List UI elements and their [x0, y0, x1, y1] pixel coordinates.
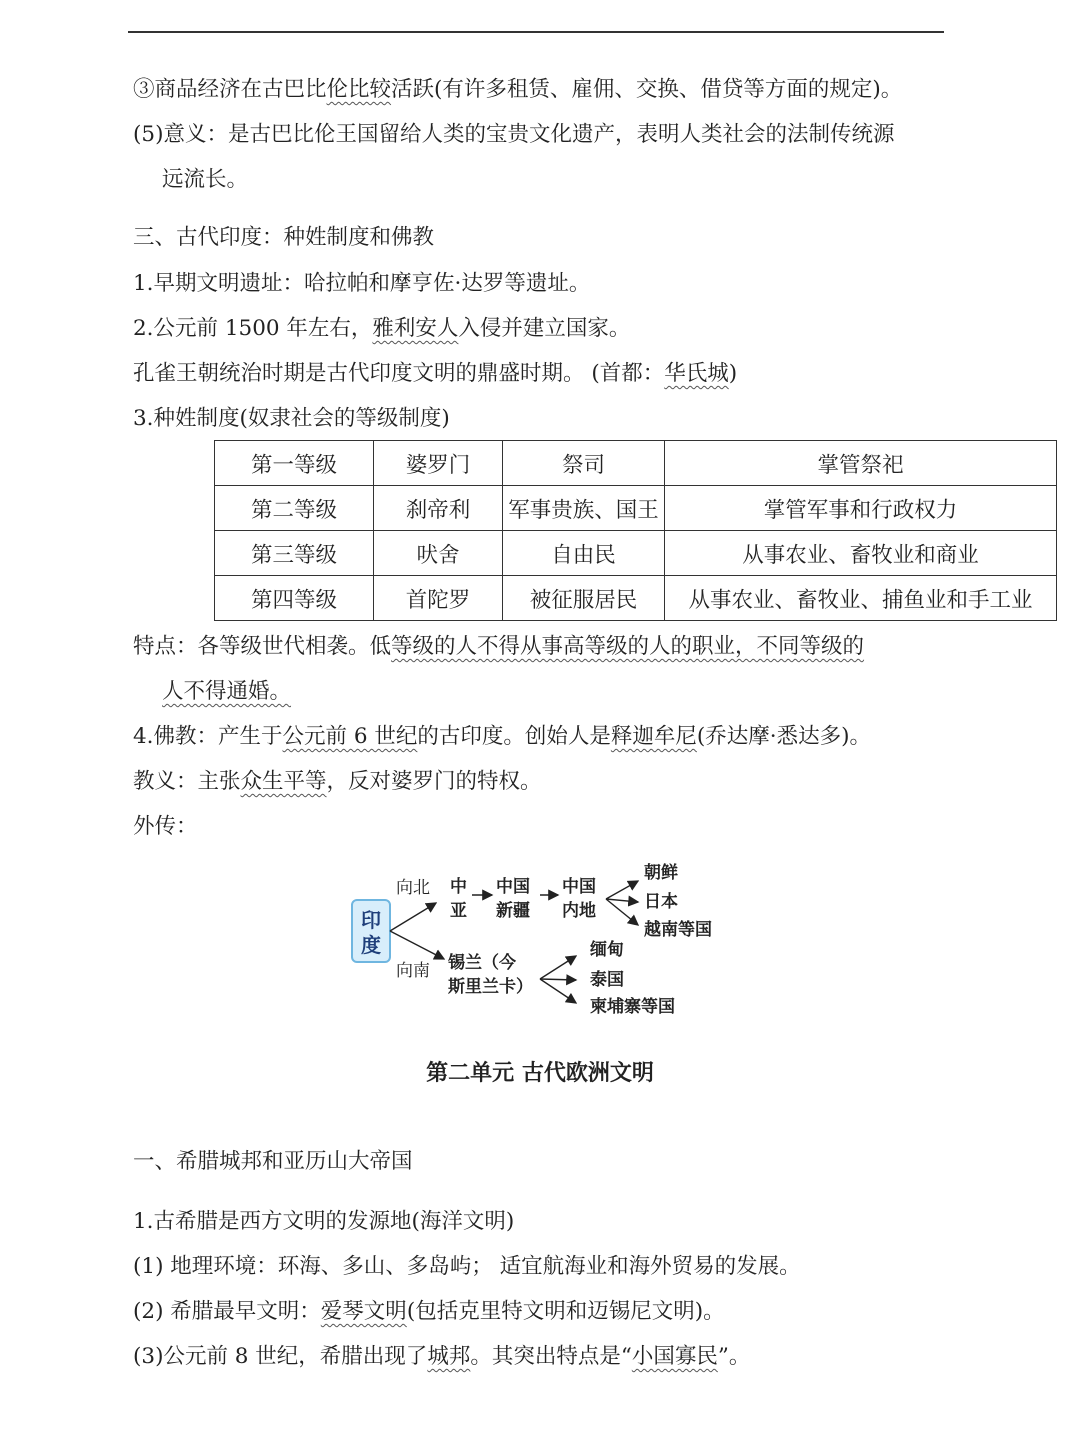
spread-label: 外传： [133, 814, 198, 839]
buddhism-spread-diagram [340, 855, 740, 1030]
table-row [215, 576, 1057, 621]
top-rule [128, 31, 944, 33]
table-cell: 被征服居民 [503, 576, 665, 621]
table-cell: 第四等级 [215, 576, 374, 621]
caste-table [214, 440, 1057, 621]
dest-korea: 朝鲜 [644, 863, 678, 883]
south-label: 向南 [396, 961, 430, 981]
table-cell: 刹帝利 [374, 486, 503, 531]
arrow-south [390, 931, 444, 959]
table-cell: 第一等级 [215, 441, 374, 486]
table-cell: 婆罗门 [374, 441, 503, 486]
india-item-1: 1.早期文明遗址：哈拉帕和摩亨佐·达罗等遗址。 [133, 271, 591, 296]
greece-city-state: (3)公元前 8 世纪，希腊出现了城邦。其突出特点是“小国寡民”。 [133, 1344, 751, 1369]
table-cell: 第三等级 [215, 531, 374, 576]
table-cell: 自由民 [503, 531, 665, 576]
dest-cambodia: 柬埔寨等国 [590, 997, 675, 1017]
xinjiang-2: 新疆 [496, 901, 530, 921]
dest-thailand: 泰国 [590, 970, 624, 990]
caste-feature-line1: 特点：各等级世代相袭。低等级的人不得从事高等级的人的职业，不同等级的 [133, 634, 865, 659]
table-cell: 掌管祭祀 [665, 441, 1057, 486]
table-cell: 祭司 [503, 441, 665, 486]
india-item-2: 2.公元前 1500 年左右，雅利安人入侵并建立国家。 [133, 316, 631, 341]
arrow-to-burma [540, 956, 576, 979]
unit-2-title: 第二单元 古代欧洲文明 [426, 1061, 654, 1086]
caste-feature-line2: 人不得通婚。 [162, 679, 292, 704]
north-label: 向北 [396, 878, 430, 898]
origin-label-2: 度 [361, 933, 381, 957]
buddhism-item-4: 4.佛教：产生于公元前 6 世纪的古印度。创始人是释迦牟尼(乔达摩·悉达多)。 [133, 724, 872, 749]
arrow-north [390, 903, 436, 931]
table-row [215, 531, 1057, 576]
central-asia-1: 中 [450, 877, 467, 897]
table-cell: 第二等级 [215, 486, 374, 531]
greece-heading: 一、希腊城邦和亚历山大帝国 [133, 1149, 413, 1174]
arrow-to-cambodia [540, 979, 576, 1003]
table-row [215, 486, 1057, 531]
arrow-to-vietnam [606, 899, 638, 925]
dest-burma: 缅甸 [590, 940, 624, 960]
india-item-3: 3.种姓制度(奴隶社会的等级制度) [133, 406, 450, 431]
babylon-point-3: ③商品经济在古巴比伦比较活跃(有许多租赁、雇佣、交换、借贷等方面的规定)。 [133, 77, 903, 102]
greece-item-1: 1.古希腊是西方文明的发源地(海洋文明) [133, 1209, 515, 1234]
babylon-significance-line1: (5)意义：是古巴比伦王国留给人类的宝贵文化遗产，表明人类社会的法制传统源 [133, 122, 895, 147]
maurya-line: 孔雀王朝统治时期是古代印度文明的鼎盛时期。 (首都：华氏城) [133, 361, 738, 386]
india-heading: 三、古代印度：种姓制度和佛教 [133, 225, 435, 250]
greece-geography: (1) 地理环境：环海、多山、多岛屿； 适宜航海业和海外贸易的发展。 [133, 1254, 801, 1279]
table-cell: 军事贵族、国王 [503, 486, 665, 531]
table-row [215, 441, 1057, 486]
inland-1: 中国 [562, 877, 596, 897]
table-cell: 首陀罗 [374, 576, 503, 621]
inland-2: 内地 [562, 901, 596, 921]
ceylon-1: 锡兰（今 [448, 953, 516, 973]
arrow-to-korea [606, 881, 638, 899]
arrow-to-japan [606, 899, 638, 902]
xinjiang-1: 中国 [496, 877, 530, 897]
origin-label-1: 印 [361, 908, 381, 932]
dest-japan: 日本 [644, 892, 678, 912]
table-cell: 掌管军事和行政权力 [665, 486, 1057, 531]
babylon-significance-line2: 远流长。 [162, 167, 249, 192]
table-cell: 从事农业、畜牧业、捕鱼业和手工业 [665, 576, 1057, 621]
central-asia-2: 亚 [450, 901, 467, 921]
arrow-to-thailand [540, 979, 576, 980]
greece-earliest-civilization: (2) 希腊最早文明：爱琴文明(包括克里特文明和迈锡尼文明)。 [133, 1299, 725, 1324]
dest-vietnam: 越南等国 [644, 920, 712, 940]
table-cell: 吠舍 [374, 531, 503, 576]
ceylon-2: 斯里兰卡） [448, 977, 533, 997]
table-cell: 从事农业、畜牧业和商业 [665, 531, 1057, 576]
buddhism-doctrine: 教义：主张众生平等，反对婆罗门的特权。 [133, 769, 542, 794]
